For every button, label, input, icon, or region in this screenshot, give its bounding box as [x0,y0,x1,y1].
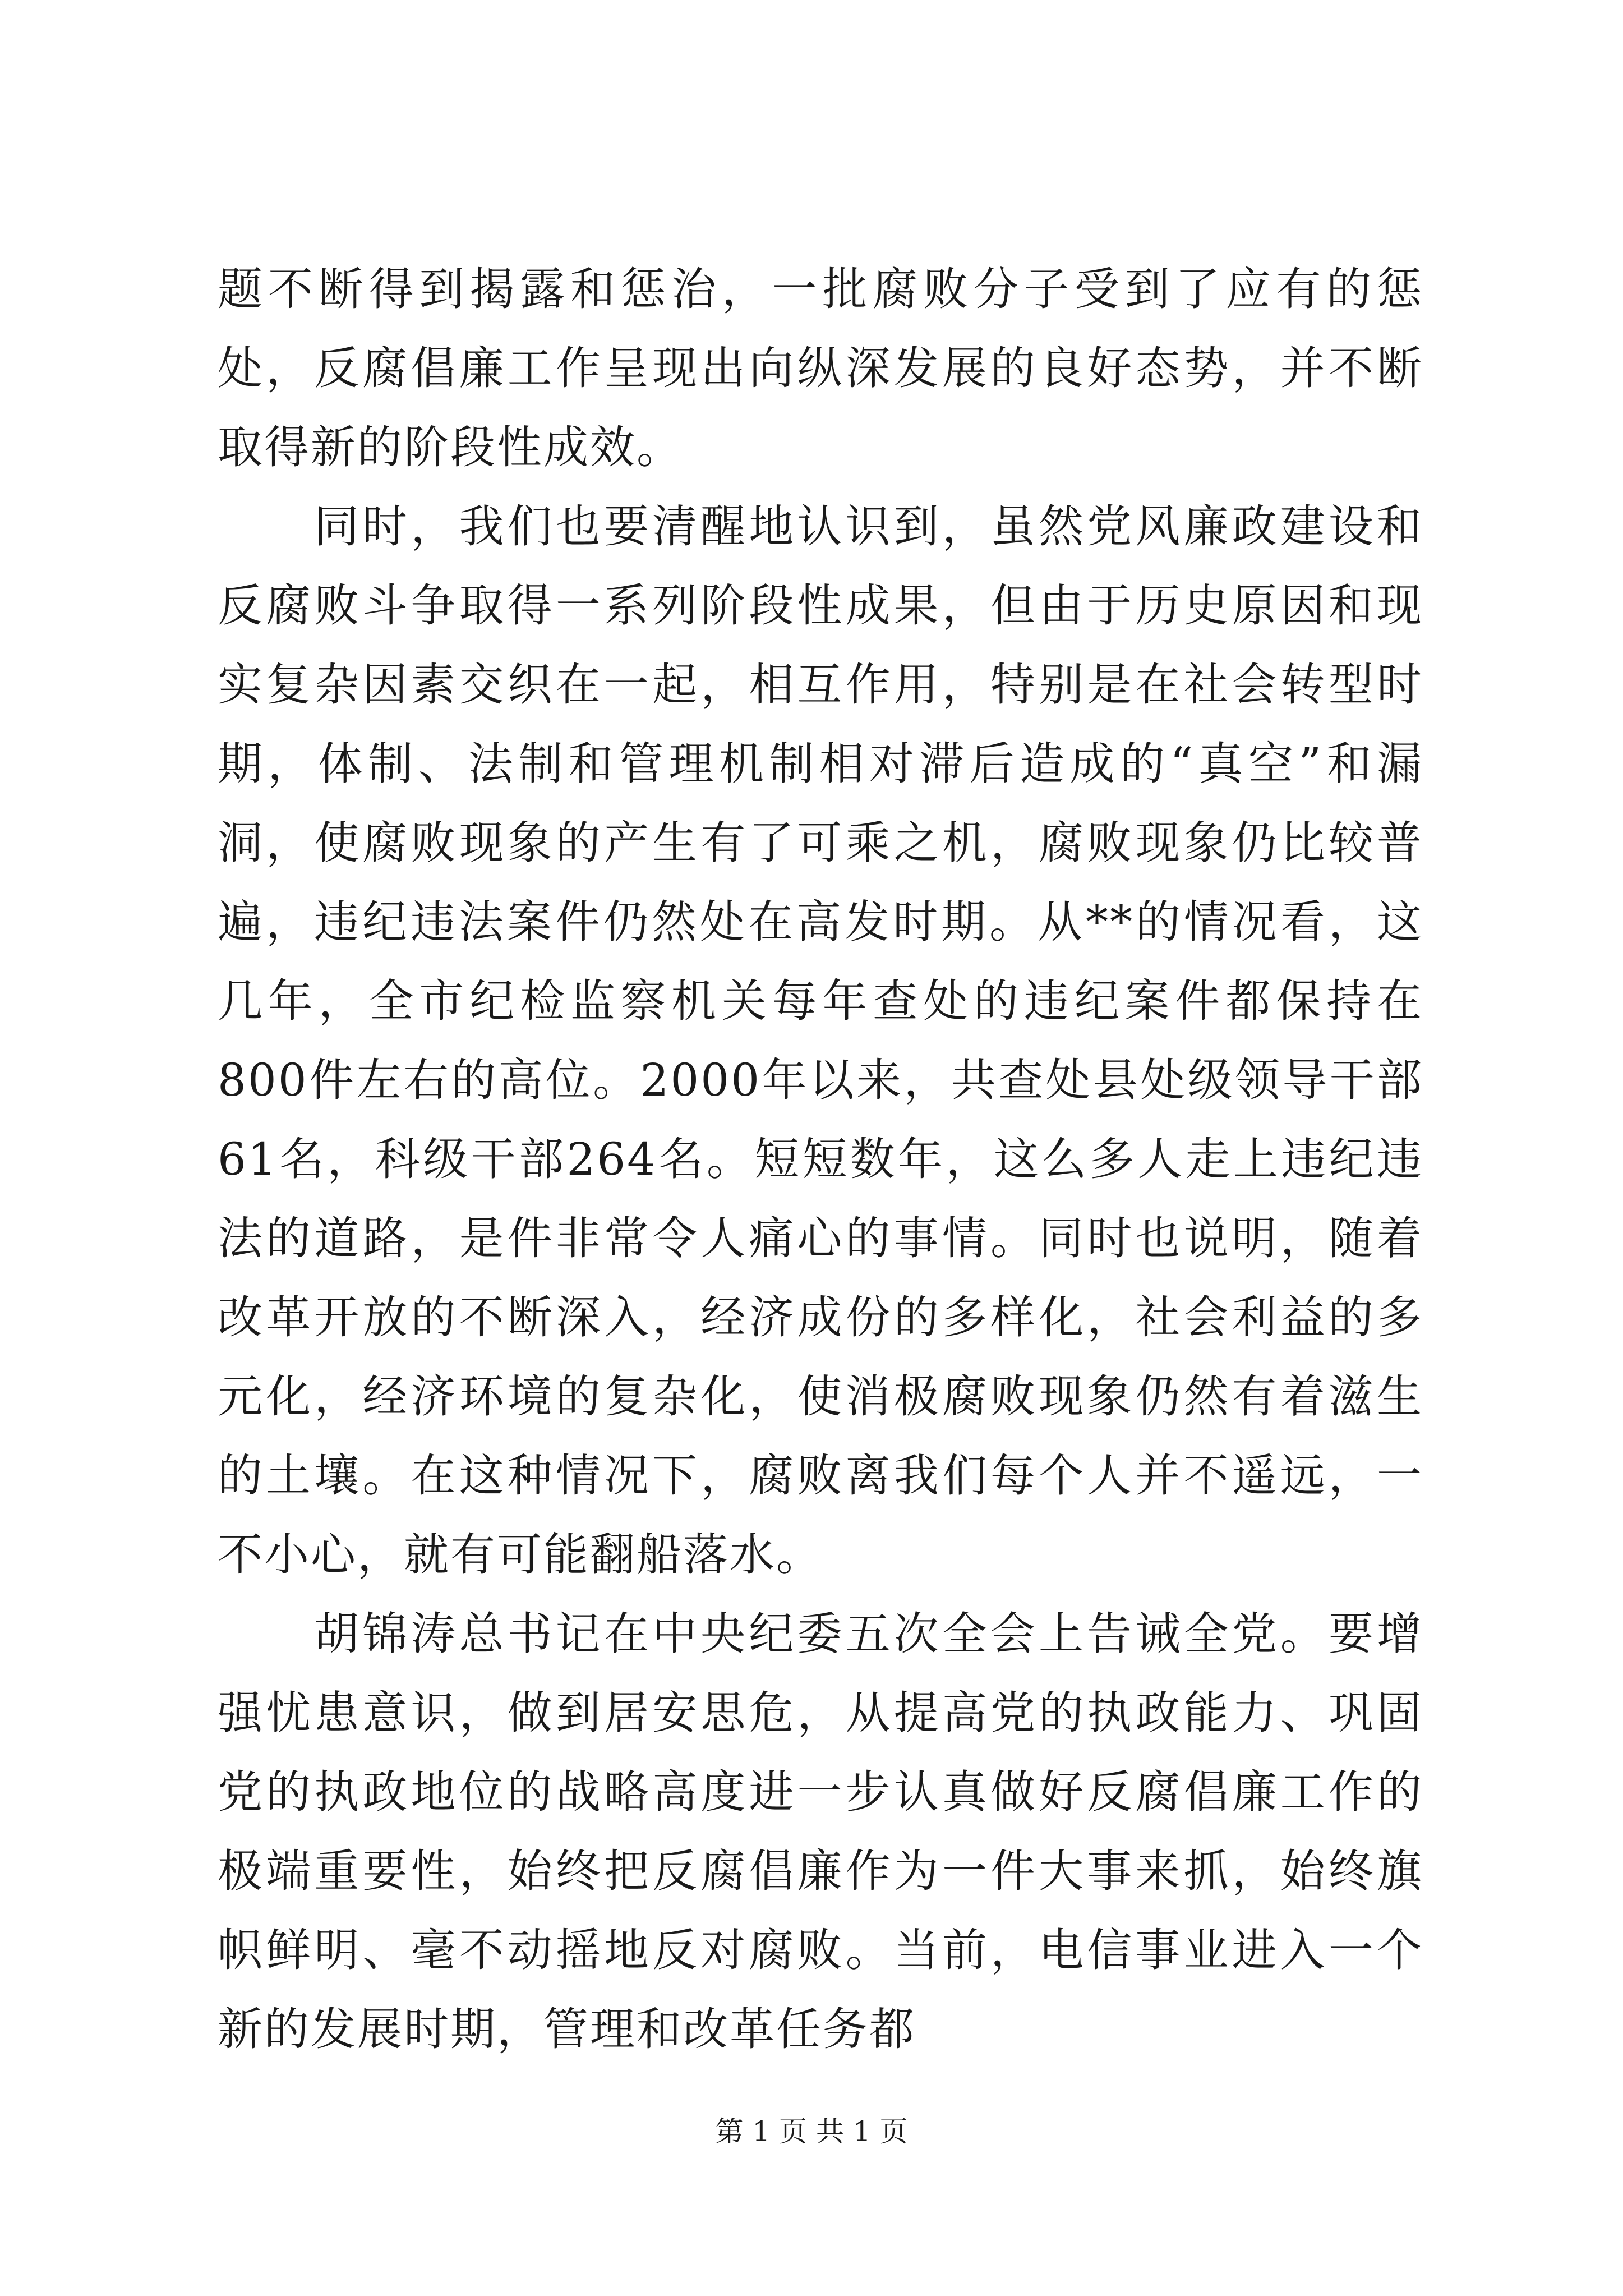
paragraph-3: 胡锦涛总书记在中央纪委五次全会上告诫全党。要增强忧患意识，做到居安思危，从提高党的执政能力、巩固党的执政地位的战略高度进一步认真做好反腐倡廉工作的极端重要性，始终把反腐倡廉作为一件大事来抓，始终旗帜鲜明、毫不动摇地反对腐败。当前，电信事业进入一个新的发展时期，管理和改革任务都 [218,1608,1423,2055]
document-body [218,250,1423,2069]
paragraph-1: 题不断得到揭露和惩治，一批腐败分子受到了应有的惩处，反腐倡廉工作呈现出向纵深发展的良好态势，并不断取得新的阶段性成效。 [218,263,1423,473]
page-footer: 第 1 页 共 1 页 [715,2115,908,2148]
paragraph-2: 同时，我们也要清醒地认识到，虽然党风廉政建设和反腐败斗争取得一系列阶段性成果，但由于历史原因和现实复杂因素交织在一起，相互作用，特别是在社会转型时期，体制、法制和管理机制相对滞后造成的“真空”和漏洞，使腐败现象的产生有了可乘之机，腐败现象仍比较普遍，违纪违法案件仍然处在高发时期。从**的情况看，这几年，全市纪检监察机关每年查处的违纪案件都保持在800件左右的高位。2000年以来，共查处县处级领导干部61名，科级干部264名。短短数年，这么多人走上违纪违法的道路，是件非常令人痛心的事情。同时也说明，随着改革开放的不断深入，经济成份的多样化，社会利益的多元化，经济环境的复杂化，使消极腐败现象仍然有着滋生的土壤。在这种情况下，腐败离我们每个人并不遥远，一不小心，就有可能翻船落水。 [218,500,1423,1581]
